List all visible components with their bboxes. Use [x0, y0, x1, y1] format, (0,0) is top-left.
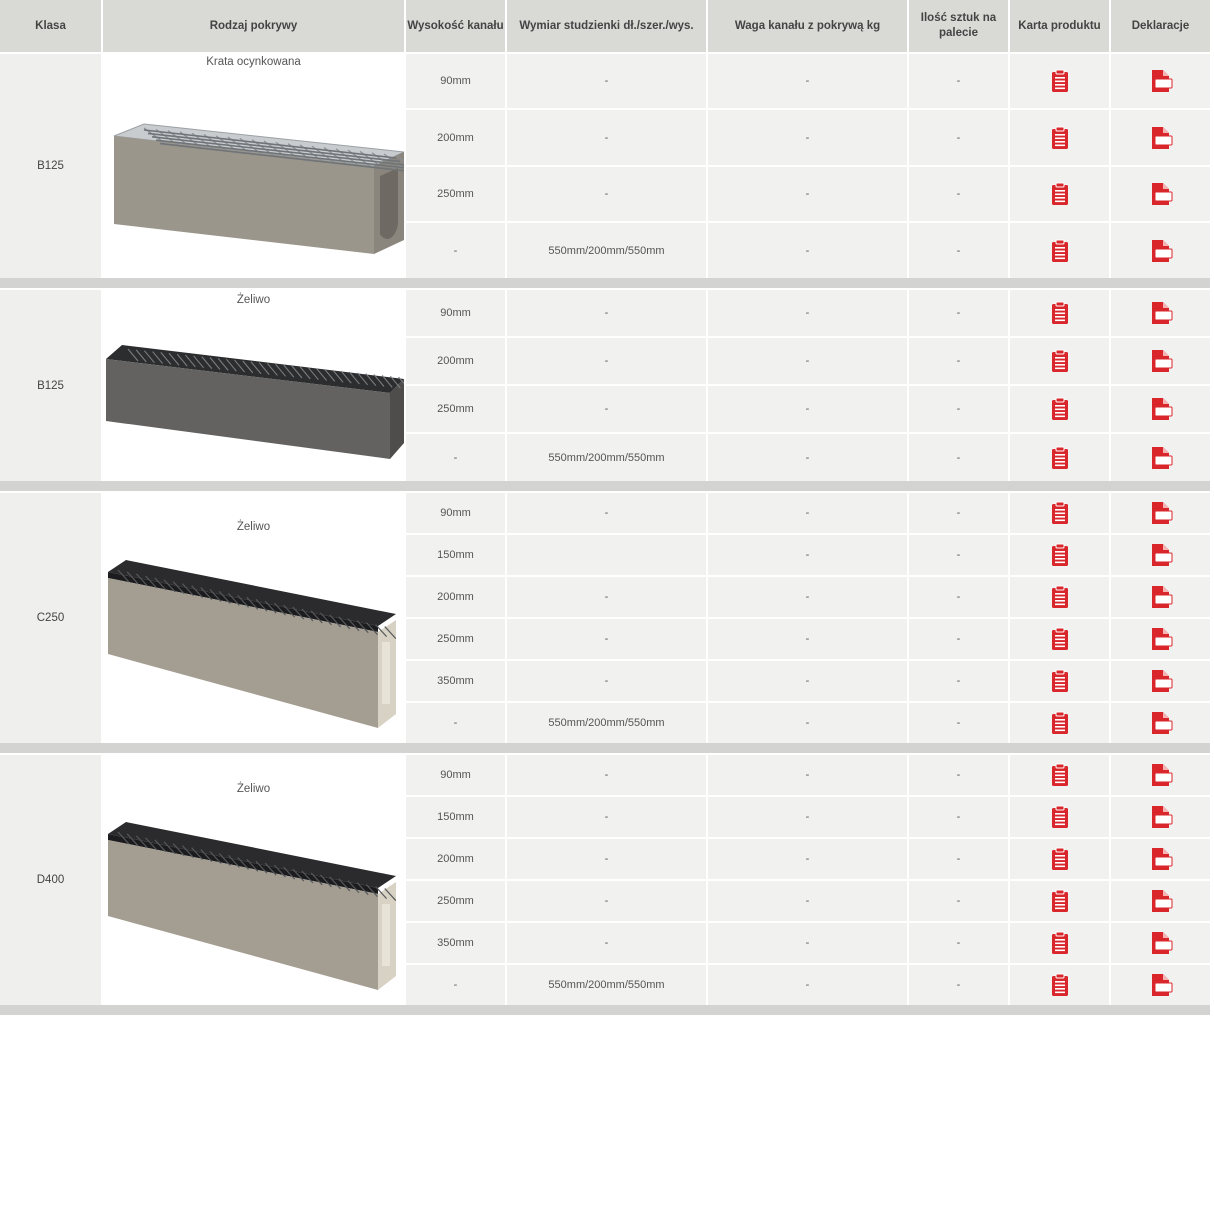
- pallet-quantity-value: -: [956, 507, 961, 519]
- channel-height-value: 150mm: [437, 549, 474, 561]
- weight-cell: [706, 575, 907, 617]
- channel-height-cell: [404, 879, 505, 921]
- weight-value: -: [805, 507, 810, 519]
- pallet-header: [907, 0, 1008, 52]
- header-label: Deklaracje: [1131, 19, 1190, 32]
- clipboard-icon[interactable]: [1049, 585, 1071, 609]
- cover-type-label: Żeliwo: [236, 294, 271, 306]
- klasa-cell: [0, 753, 101, 1005]
- pdf-file-icon[interactable]: [1148, 301, 1174, 325]
- header-label: Ilość sztuk na palecie: [920, 12, 997, 39]
- manhole-dimension-value: 550mm/200mm/550mm: [548, 979, 665, 991]
- pallet-quantity-cell: [907, 432, 1008, 481]
- pallet-quantity-value: -: [956, 769, 961, 781]
- weight-value: -: [805, 591, 810, 603]
- manhole-dimension-cell: [505, 879, 706, 921]
- declaration-cell: [1109, 108, 1210, 165]
- declaration-cell: [1109, 837, 1210, 879]
- pallet-quantity-cell: [907, 288, 1008, 336]
- pallet-quantity-value: -: [956, 549, 961, 561]
- group-separator: [0, 743, 1210, 753]
- pdf-file-icon[interactable]: [1148, 239, 1174, 263]
- weight-cell: [706, 336, 907, 384]
- weight-value: -: [805, 979, 810, 991]
- channel-height-value: -: [453, 717, 458, 729]
- header-label: Karta produktu: [1018, 19, 1101, 32]
- pallet-quantity-value: -: [956, 675, 961, 687]
- manhole-dimension-value: -: [604, 769, 609, 781]
- channel-height-cell: [404, 165, 505, 221]
- product-card-cell: [1008, 432, 1109, 481]
- declaration-cell: [1109, 575, 1210, 617]
- clipboard-icon[interactable]: [1049, 501, 1071, 525]
- manhole-dimension-cell: [505, 533, 706, 575]
- channel-height-value: 350mm: [437, 937, 474, 949]
- declaration-cell: [1109, 921, 1210, 963]
- weight-cell: [706, 753, 907, 795]
- cast-iron-dark-channel-image: [104, 309, 404, 472]
- channel-height-value: 200mm: [437, 131, 474, 144]
- manhole-dimension-cell: [505, 617, 706, 659]
- product-card-cell: [1008, 701, 1109, 743]
- klasa-value: C250: [36, 612, 65, 624]
- clipboard-icon[interactable]: [1049, 627, 1071, 651]
- pallet-quantity-value: -: [956, 811, 961, 823]
- pallet-quantity-value: -: [956, 895, 961, 907]
- klasa-cell: [0, 288, 101, 481]
- channel-height-value: -: [453, 244, 458, 257]
- pdf-file-icon[interactable]: [1148, 446, 1174, 470]
- clipboard-icon[interactable]: [1049, 669, 1071, 693]
- pdf-file-icon[interactable]: [1148, 669, 1174, 693]
- klasa-cell: [0, 491, 101, 743]
- galvanized-grate-channel-image: [104, 84, 404, 267]
- weight-cell: [706, 617, 907, 659]
- pdf-file-icon[interactable]: [1148, 69, 1174, 93]
- klasa-header: [0, 0, 101, 52]
- product-card-cell: [1008, 617, 1109, 659]
- manhole-dimension-value: -: [604, 895, 609, 907]
- weight-cell: [706, 432, 907, 481]
- cover-type-label: Żeliwo: [236, 783, 271, 795]
- pdf-file-icon[interactable]: [1148, 889, 1174, 913]
- product-card-cell: [1008, 384, 1109, 432]
- declaration-cell: [1109, 336, 1210, 384]
- header-label: Klasa: [35, 19, 66, 32]
- manhole-dimension-cell: [505, 52, 706, 108]
- product-card-cell: [1008, 491, 1109, 533]
- manhole-dimension-cell: [505, 837, 706, 879]
- declarations-header: [1109, 0, 1210, 52]
- channel-height-cell: [404, 795, 505, 837]
- channel-height-value: -: [453, 979, 458, 991]
- pallet-quantity-cell: [907, 384, 1008, 432]
- clipboard-icon[interactable]: [1049, 931, 1071, 955]
- manhole-dimension-cell: [505, 384, 706, 432]
- pdf-file-icon[interactable]: [1148, 763, 1174, 787]
- clipboard-icon[interactable]: [1049, 69, 1071, 93]
- weight-cell: [706, 795, 907, 837]
- pallet-quantity-cell: [907, 575, 1008, 617]
- declaration-cell: [1109, 701, 1210, 743]
- clipboard-icon[interactable]: [1049, 446, 1071, 470]
- pdf-file-icon[interactable]: [1148, 711, 1174, 735]
- weight-value: -: [805, 244, 810, 257]
- header-label: Waga kanału z pokrywą kg: [734, 19, 881, 32]
- clipboard-icon[interactable]: [1049, 182, 1071, 206]
- declaration-cell: [1109, 165, 1210, 221]
- clipboard-icon[interactable]: [1049, 711, 1071, 735]
- pallet-quantity-cell: [907, 165, 1008, 221]
- product-card-cell: [1008, 165, 1109, 221]
- declaration-cell: [1109, 795, 1210, 837]
- manhole-dimension-value: -: [604, 937, 609, 949]
- declaration-cell: [1109, 491, 1210, 533]
- manhole-dimension-cell: [505, 221, 706, 278]
- pallet-quantity-cell: [907, 753, 1008, 795]
- manhole-dimension-cell: [505, 963, 706, 1005]
- group-separator: [0, 1005, 1210, 1015]
- channel-height-cell: [404, 837, 505, 879]
- weight-value: -: [805, 549, 810, 561]
- clipboard-icon[interactable]: [1049, 543, 1071, 567]
- channel-height-cell: [404, 753, 505, 795]
- pdf-file-icon[interactable]: [1148, 501, 1174, 525]
- channel-height-cell: [404, 384, 505, 432]
- channel-height-cell: [404, 52, 505, 108]
- weight-value: -: [805, 355, 810, 367]
- pallet-quantity-value: -: [956, 403, 961, 415]
- clipboard-icon[interactable]: [1049, 973, 1071, 997]
- manhole-dimension-value: -: [604, 307, 609, 319]
- pdf-file-icon[interactable]: [1148, 847, 1174, 871]
- manhole-dimension-value: -: [604, 675, 609, 687]
- pallet-quantity-value: -: [956, 633, 961, 645]
- declaration-cell: [1109, 617, 1210, 659]
- pallet-quantity-cell: [907, 659, 1008, 701]
- channel-height-cell: [404, 108, 505, 165]
- pallet-quantity-value: -: [956, 717, 961, 729]
- weight-value: -: [805, 717, 810, 729]
- manhole-dimension-value: -: [604, 75, 609, 87]
- weight-value: -: [805, 307, 810, 319]
- manhole-dimension-value: -: [604, 853, 609, 865]
- header-label: Wymiar studzienki dł./szer./wys.: [519, 19, 694, 32]
- cover-type-label: Krata ocynkowana: [206, 56, 301, 68]
- group-separator: [0, 481, 1210, 491]
- manhole-dimension-cell: [505, 753, 706, 795]
- manhole-dimension-cell: [505, 288, 706, 336]
- manhole-dimension-value: 550mm/200mm/550mm: [548, 717, 665, 729]
- pallet-quantity-value: -: [956, 244, 961, 257]
- pdf-file-icon[interactable]: [1148, 931, 1174, 955]
- declaration-cell: [1109, 432, 1210, 481]
- weight-cell: [706, 921, 907, 963]
- pdf-file-icon[interactable]: [1148, 126, 1174, 150]
- product-card-cell: [1008, 52, 1109, 108]
- channel-height-value: 250mm: [437, 403, 474, 415]
- clipboard-icon[interactable]: [1049, 763, 1071, 787]
- product-card-cell: [1008, 108, 1109, 165]
- klasa-value: B125: [37, 379, 64, 392]
- weight-cell: [706, 52, 907, 108]
- clipboard-icon[interactable]: [1049, 239, 1071, 263]
- pdf-file-icon[interactable]: [1148, 627, 1174, 651]
- pdf-file-icon[interactable]: [1148, 349, 1174, 373]
- pallet-quantity-cell: [907, 108, 1008, 165]
- header-label: Rodzaj pokrywy: [209, 19, 298, 32]
- cast-iron-light-channel-image: [104, 542, 404, 735]
- weight-value: -: [805, 811, 810, 823]
- weight-value: -: [805, 75, 810, 87]
- declaration-cell: [1109, 533, 1210, 575]
- product-image-cell: [101, 753, 404, 1005]
- pdf-file-icon[interactable]: [1148, 973, 1174, 997]
- channel-height-cell: [404, 617, 505, 659]
- pallet-quantity-value: -: [956, 355, 961, 367]
- product-card-cell: [1008, 221, 1109, 278]
- channel-height-cell: [404, 336, 505, 384]
- weight-cell: [706, 108, 907, 165]
- clipboard-icon[interactable]: [1049, 301, 1071, 325]
- weight-value: -: [805, 131, 810, 144]
- channel-height-value: -: [453, 451, 458, 464]
- klasa-value: B125: [37, 160, 64, 172]
- weight-cell: [706, 659, 907, 701]
- weight-value: -: [805, 451, 810, 464]
- manhole-dimension-cell: [505, 432, 706, 481]
- channel-height-value: 90mm: [440, 507, 471, 519]
- manhole-dimension-value: 550mm/200mm/550mm: [548, 451, 665, 464]
- manhole-dimension-value: -: [604, 507, 609, 519]
- clipboard-icon[interactable]: [1049, 889, 1071, 913]
- channel-height-value: 250mm: [437, 895, 474, 907]
- channel-height-value: 250mm: [437, 188, 474, 200]
- weight-cell: [706, 288, 907, 336]
- weight-header: [706, 0, 907, 52]
- channel-height-cell: [404, 221, 505, 278]
- pdf-file-icon[interactable]: [1148, 182, 1174, 206]
- weight-value: -: [805, 895, 810, 907]
- pallet-quantity-cell: [907, 701, 1008, 743]
- channel-height-cell: [404, 491, 505, 533]
- manhole-dimension-cell: [505, 575, 706, 617]
- channel-height-value: 90mm: [440, 307, 471, 319]
- weight-value: -: [805, 769, 810, 781]
- pallet-quantity-cell: [907, 879, 1008, 921]
- declaration-cell: [1109, 963, 1210, 1005]
- channel-height-cell: [404, 533, 505, 575]
- product-card-cell: [1008, 879, 1109, 921]
- height-header: [404, 0, 505, 52]
- product-card-cell: [1008, 921, 1109, 963]
- clipboard-icon[interactable]: [1049, 847, 1071, 871]
- weight-cell: [706, 491, 907, 533]
- channel-height-cell: [404, 288, 505, 336]
- pallet-quantity-value: -: [956, 853, 961, 865]
- channel-height-value: 250mm: [437, 633, 474, 645]
- weight-value: -: [805, 853, 810, 865]
- weight-value: -: [805, 633, 810, 645]
- channel-height-cell: [404, 921, 505, 963]
- channel-height-value: 90mm: [440, 769, 471, 781]
- manhole-dimension-cell: [505, 108, 706, 165]
- pallet-quantity-cell: [907, 221, 1008, 278]
- pallet-quantity-value: -: [956, 591, 961, 603]
- pallet-quantity-cell: [907, 617, 1008, 659]
- klasa-value: D400: [36, 874, 65, 886]
- product-card-cell: [1008, 795, 1109, 837]
- weight-cell: [706, 879, 907, 921]
- pallet-quantity-cell: [907, 921, 1008, 963]
- channel-height-value: 90mm: [440, 75, 471, 87]
- pdf-file-icon[interactable]: [1148, 805, 1174, 829]
- pallet-quantity-cell: [907, 837, 1008, 879]
- channel-height-value: 150mm: [437, 811, 474, 823]
- clipboard-icon[interactable]: [1049, 126, 1071, 150]
- product-card-cell: [1008, 837, 1109, 879]
- clipboard-icon[interactable]: [1049, 397, 1071, 421]
- declaration-cell: [1109, 384, 1210, 432]
- product-card-cell: [1008, 533, 1109, 575]
- manhole-dimension-cell: [505, 165, 706, 221]
- manhole-dimension-value: -: [604, 811, 609, 823]
- weight-value: -: [805, 403, 810, 415]
- cover-type-label: Żeliwo: [236, 521, 271, 533]
- pallet-quantity-value: -: [956, 131, 961, 144]
- manhole-dimension-value: -: [604, 591, 609, 603]
- declaration-cell: [1109, 221, 1210, 278]
- declaration-cell: [1109, 753, 1210, 795]
- pallet-quantity-cell: [907, 533, 1008, 575]
- pallet-quantity-cell: [907, 336, 1008, 384]
- pdf-file-icon[interactable]: [1148, 397, 1174, 421]
- weight-cell: [706, 221, 907, 278]
- pallet-quantity-value: -: [956, 979, 961, 991]
- channel-height-value: 200mm: [437, 355, 474, 367]
- clipboard-icon[interactable]: [1049, 349, 1071, 373]
- product-card-cell: [1008, 336, 1109, 384]
- manhole-dimension-value: -: [604, 188, 609, 200]
- manhole-dimension-cell: [505, 921, 706, 963]
- product-card-cell: [1008, 753, 1109, 795]
- header-label: Wysokość kanału: [407, 19, 504, 32]
- channel-height-cell: [404, 701, 505, 743]
- group-separator: [0, 278, 1210, 288]
- channel-height-cell: [404, 432, 505, 481]
- klasa-cell: [0, 52, 101, 278]
- weight-value: -: [805, 188, 810, 200]
- channel-height-cell: [404, 963, 505, 1005]
- channel-height-cell: [404, 575, 505, 617]
- channel-height-value: 200mm: [437, 853, 474, 865]
- pallet-quantity-value: -: [956, 75, 961, 87]
- manhole-dimension-value: -: [604, 355, 609, 367]
- manhole-dimension-cell: [505, 701, 706, 743]
- pallet-quantity-value: -: [956, 937, 961, 949]
- pallet-quantity-value: -: [956, 188, 961, 200]
- pallet-quantity-cell: [907, 491, 1008, 533]
- product-card-cell: [1008, 963, 1109, 1005]
- dimension-header: [505, 0, 706, 52]
- channel-height-cell: [404, 659, 505, 701]
- weight-value: -: [805, 937, 810, 949]
- pallet-quantity-cell: [907, 795, 1008, 837]
- declaration-cell: [1109, 288, 1210, 336]
- channel-height-value: 350mm: [437, 675, 474, 687]
- pallet-quantity-value: -: [956, 451, 961, 464]
- weight-cell: [706, 701, 907, 743]
- product-image-cell: [101, 288, 404, 481]
- clipboard-icon[interactable]: [1049, 805, 1071, 829]
- pdf-file-icon[interactable]: [1148, 585, 1174, 609]
- manhole-dimension-cell: [505, 336, 706, 384]
- product-card-header: [1008, 0, 1109, 52]
- channel-height-value: 200mm: [437, 591, 474, 603]
- manhole-dimension-value: -: [604, 633, 609, 645]
- manhole-dimension-cell: [505, 491, 706, 533]
- manhole-dimension-value: -: [604, 403, 609, 415]
- product-image-cell: [101, 491, 404, 743]
- weight-cell: [706, 963, 907, 1005]
- declaration-cell: [1109, 879, 1210, 921]
- cover-header: [101, 0, 404, 52]
- weight-cell: [706, 384, 907, 432]
- product-card-cell: [1008, 575, 1109, 617]
- weight-cell: [706, 533, 907, 575]
- declaration-cell: [1109, 52, 1210, 108]
- manhole-dimension-cell: [505, 659, 706, 701]
- product-card-cell: [1008, 659, 1109, 701]
- declaration-cell: [1109, 659, 1210, 701]
- pdf-file-icon[interactable]: [1148, 543, 1174, 567]
- weight-cell: [706, 165, 907, 221]
- pallet-quantity-cell: [907, 52, 1008, 108]
- pallet-quantity-cell: [907, 963, 1008, 1005]
- weight-cell: [706, 837, 907, 879]
- cast-iron-light-channel-image: [104, 804, 404, 997]
- manhole-dimension-value: -: [604, 131, 609, 144]
- product-card-cell: [1008, 288, 1109, 336]
- pallet-quantity-value: -: [956, 307, 961, 319]
- weight-value: -: [805, 675, 810, 687]
- manhole-dimension-cell: [505, 795, 706, 837]
- manhole-dimension-value: 550mm/200mm/550mm: [548, 244, 665, 257]
- product-image-cell: [101, 52, 404, 278]
